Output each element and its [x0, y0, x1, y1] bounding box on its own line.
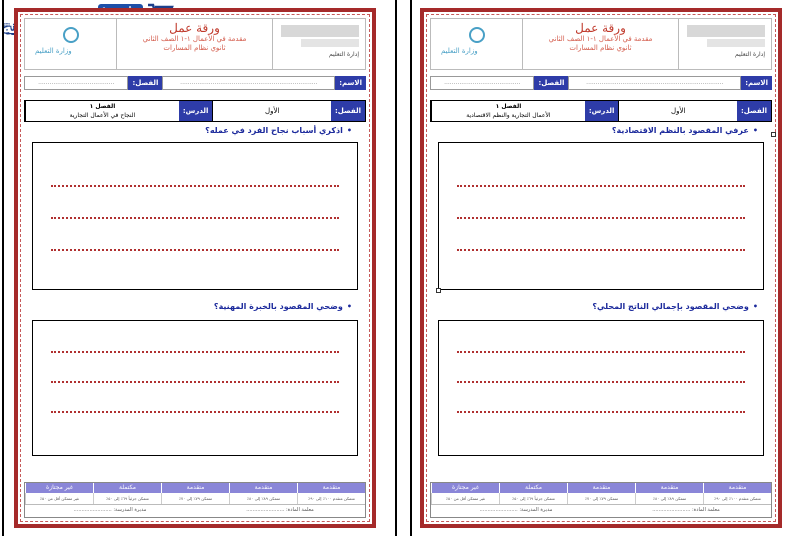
eval-option-3[interactable]: متمكن ٧٩٪ إلى ٧٠٪: [161, 493, 229, 504]
lesson-bar: [430, 100, 772, 122]
worksheet-page-1: [14, 8, 376, 528]
eval-col-5: غير مجتازة: [25, 483, 93, 493]
chapter-value: الأول: [212, 101, 331, 121]
question-1-text: عرفي المقصود بالنظم الاقتصادية؟: [611, 126, 749, 135]
question-2: [214, 302, 352, 311]
answer-line: [457, 411, 745, 413]
lesson-title-line-2: النجاح في الأعمال التجارية: [69, 112, 136, 119]
header-title-block: [117, 19, 273, 69]
answer-line: [457, 249, 745, 251]
question-2: [592, 302, 758, 311]
eval-option-5[interactable]: غير متمكن أقل من ٥٠٪: [25, 493, 93, 504]
ministry-logo-icon: [63, 27, 79, 43]
question-2-text: وضحي المقصود بالخبرة المهنية؟: [213, 302, 343, 311]
teacher-signature: معلمة المادة: ........................: [246, 507, 314, 513]
eval-option-1[interactable]: متمكن متقدم ١٠٠٪ إلى ٩٠٪: [297, 493, 365, 504]
worksheet-subtitle-1: مقدمة في الأعمال ١-١ الصف الثاني: [142, 35, 247, 43]
lesson-label: الدرس:: [179, 101, 213, 121]
signature-row: [431, 505, 771, 515]
eval-option-3[interactable]: متمكن ٧٩٪ إلى ٧٠٪: [567, 493, 635, 504]
answer-line: [457, 185, 745, 187]
ministry-title-block: [301, 39, 359, 47]
answer-line: [51, 351, 339, 353]
chapter-label: الفصل:: [331, 101, 365, 121]
evaluation-header: [25, 483, 365, 493]
lesson-bar: [24, 100, 366, 122]
name-label: الاسم:: [335, 76, 366, 90]
answer-box-1[interactable]: [438, 142, 764, 290]
kingdom-title-block: [281, 25, 359, 37]
answer-line: [457, 217, 745, 219]
name-field[interactable]: ........................................................................: [568, 76, 741, 90]
resize-handle-icon[interactable]: [436, 288, 441, 293]
class-label: الفصل:: [534, 76, 568, 90]
page-separator-mid: [395, 0, 397, 536]
answer-box-2[interactable]: [438, 320, 764, 456]
name-label: الاسم:: [741, 76, 772, 90]
answer-line: [457, 381, 745, 383]
evaluation-footer: [24, 482, 366, 518]
chapter-label: الفصل:: [737, 101, 771, 121]
bullet-icon: •: [346, 126, 352, 135]
answer-line: [51, 411, 339, 413]
lesson-title: [431, 101, 585, 121]
page-separator-left: [2, 0, 4, 536]
eval-col-5: غير مجتازة: [431, 483, 499, 493]
lesson-title-line-1: الفصل ١: [495, 103, 522, 110]
ministry-logo: [431, 19, 523, 69]
principal-signature: مديرة المدرسة: ........................: [479, 507, 553, 513]
evaluation-footer: [430, 482, 772, 518]
name-field[interactable]: ........................................................................: [162, 76, 335, 90]
bullet-icon: •: [346, 302, 352, 311]
class-label: الفصل:: [128, 76, 162, 90]
name-bar: [24, 76, 366, 90]
ministry-logo-text: وزارة التعليم: [441, 47, 478, 55]
header: [430, 18, 772, 70]
evaluation-row: [25, 493, 365, 505]
answer-line: [51, 185, 339, 187]
eval-option-1[interactable]: متمكن متقدم ١٠٠٪ إلى ٩٠٪: [703, 493, 771, 504]
name-bar: [430, 76, 772, 90]
eval-option-2[interactable]: متمكن ٨٩٪ إلى ٨٠٪: [635, 493, 703, 504]
eval-col-2: متقدمة: [229, 483, 297, 493]
answer-line: [51, 381, 339, 383]
ministry-logo-icon: [469, 27, 485, 43]
department-label: إدارة التعليم: [735, 51, 765, 58]
kingdom-title-block: [687, 25, 765, 37]
answer-box-1[interactable]: [32, 142, 358, 290]
ministry-logo-text: وزارة التعليم: [35, 47, 72, 55]
lesson-title-line-2: الأعمال التجارية والنظم الاقتصادية: [466, 112, 551, 119]
lesson-title: [25, 101, 179, 121]
eval-option-5[interactable]: غير متمكن أقل من ٥٠٪: [431, 493, 499, 504]
ministry-title-block: [707, 39, 765, 47]
chapter-value: الأول: [618, 101, 737, 121]
eval-col-1: متقدمة: [297, 483, 365, 493]
class-field[interactable]: ........................................: [24, 76, 128, 90]
eval-col-1: متقدمة: [703, 483, 771, 493]
kingdom-header: [679, 19, 771, 69]
principal-signature: مديرة المدرسة: ........................: [73, 507, 147, 513]
class-field[interactable]: ........................................: [430, 76, 534, 90]
question-1: [612, 126, 758, 135]
worksheet-subtitle-2: ثانوي نظام المسارات: [569, 44, 632, 52]
answer-box-2[interactable]: [32, 320, 358, 456]
worksheet-title: ورقة عمل: [169, 21, 220, 35]
eval-option-2[interactable]: متمكن ٨٩٪ إلى ٨٠٪: [229, 493, 297, 504]
header: [24, 18, 366, 70]
teacher-signature: معلمة المادة: ........................: [652, 507, 720, 513]
worksheet-subtitle-1: مقدمة في الأعمال ١-١ الصف الثاني: [548, 35, 653, 43]
eval-col-2: متقدمة: [635, 483, 703, 493]
resize-handle-icon[interactable]: [771, 132, 776, 137]
eval-option-4[interactable]: متمكن جزئياً ٦٩٪ إلى ٥٠٪: [499, 493, 567, 504]
eval-col-3: متقدمة: [161, 483, 229, 493]
eval-col-3: متقدمة: [567, 483, 635, 493]
eval-col-4: مكتملة: [499, 483, 567, 493]
answer-line: [51, 249, 339, 251]
bullet-icon: •: [752, 126, 758, 135]
lesson-title-line-1: الفصل ١: [89, 103, 116, 110]
worksheet-page-2: [420, 8, 782, 528]
lesson-label: الدرس:: [585, 101, 619, 121]
question-1: [205, 126, 352, 135]
evaluation-header: [431, 483, 771, 493]
question-2-text: وضحي المقصود بإجمالي الناتج المحلي؟: [592, 302, 749, 311]
answer-line: [457, 351, 745, 353]
bullet-icon: •: [752, 302, 758, 311]
ministry-logo: [25, 19, 117, 69]
eval-option-4[interactable]: متمكن جزئياً ٦٩٪ إلى ٥٠٪: [93, 493, 161, 504]
eval-col-4: مكتملة: [93, 483, 161, 493]
worksheet-title: ورقة عمل: [575, 21, 626, 35]
worksheet-subtitle-2: ثانوي نظام المسارات: [163, 44, 226, 52]
header-title-block: [523, 19, 679, 69]
question-1-text: اذكري أسباب نجاح الفرد في عمله؟: [205, 126, 343, 135]
answer-line: [51, 217, 339, 219]
page-separator-right: [410, 0, 412, 536]
department-label: إدارة التعليم: [329, 51, 359, 58]
kingdom-header: [273, 19, 365, 69]
evaluation-row: [431, 493, 771, 505]
signature-row: [25, 505, 365, 515]
